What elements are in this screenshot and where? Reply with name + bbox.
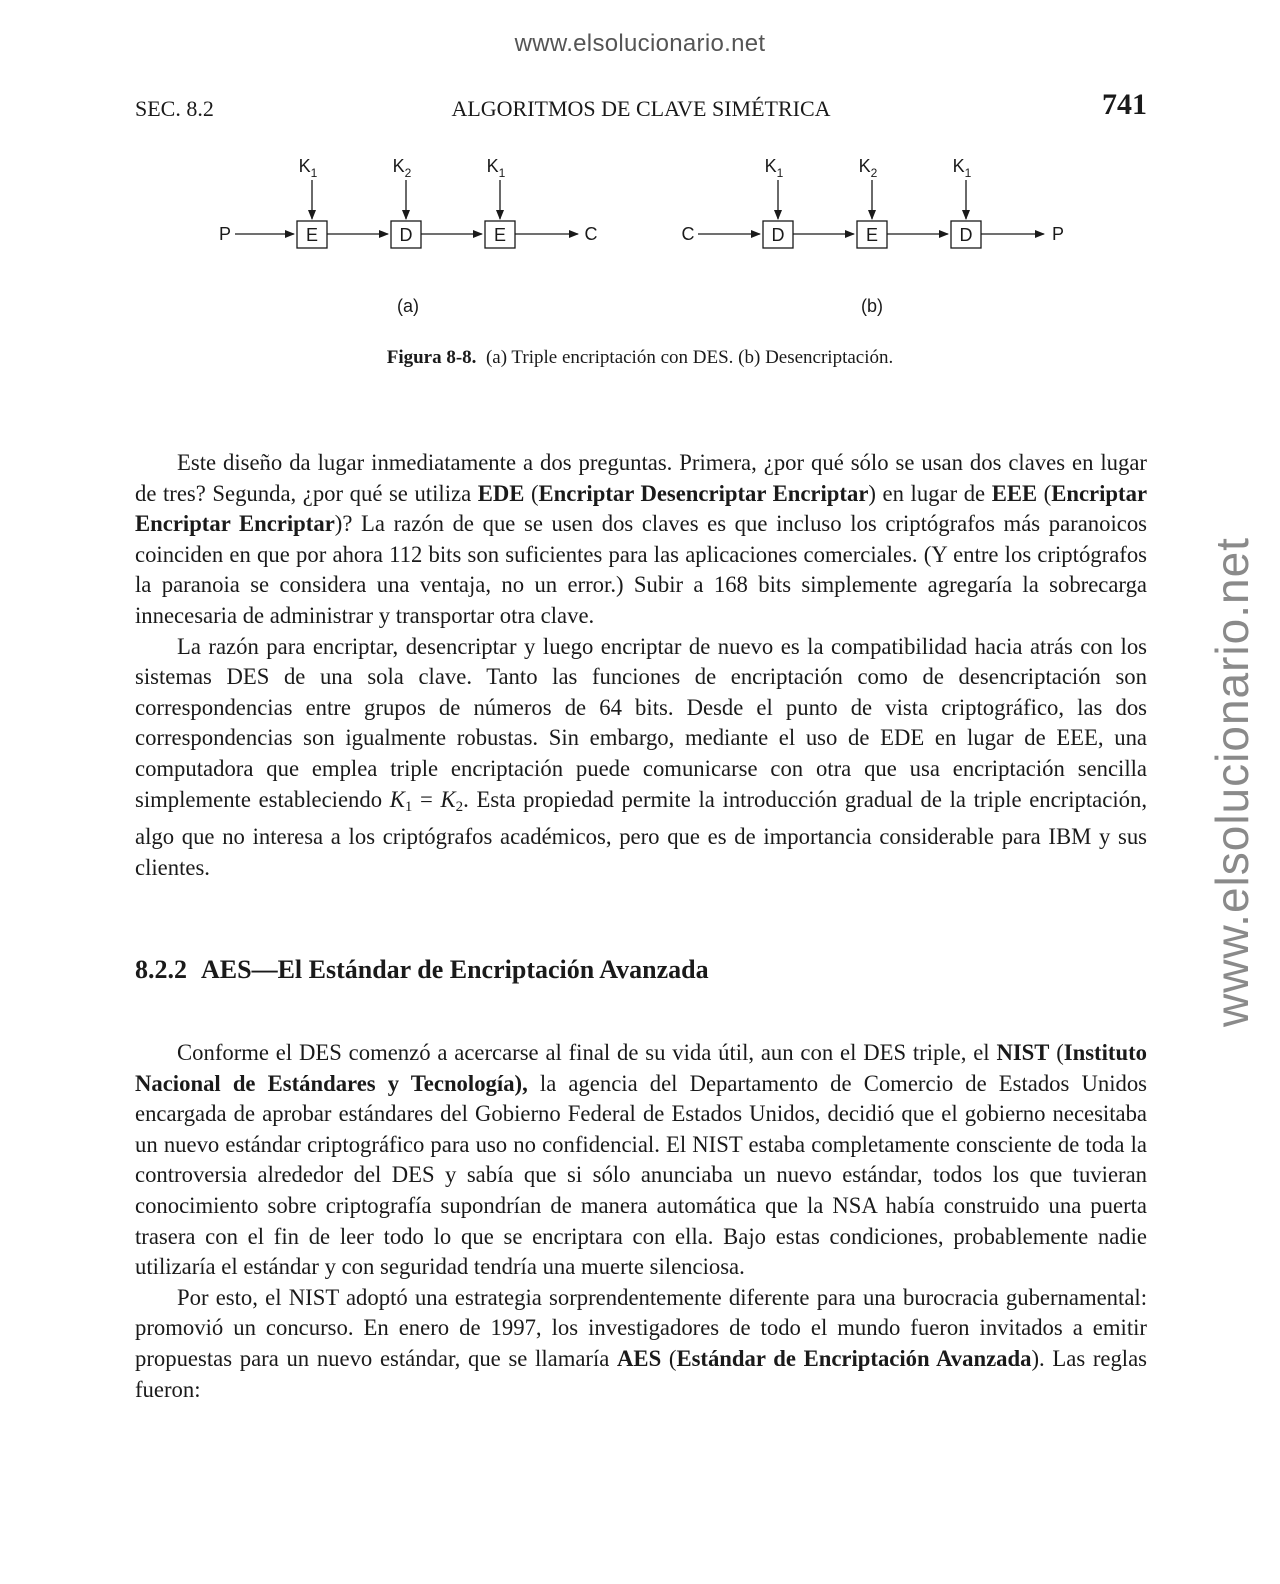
diagram-b-box-1: D (771, 225, 785, 245)
text-run: ( (524, 480, 539, 506)
bold-term: AES (617, 1345, 662, 1371)
bold-term: Estándar de Encriptación Avanzada (676, 1345, 1032, 1371)
section-number: 8.2.2 (135, 955, 187, 984)
math-equals: = (412, 786, 441, 812)
diagram-b-key-3: $K_1$ (952, 156, 972, 180)
math-k1 (389, 786, 413, 815)
section-title: AES—El Estándar de Encriptación Avanzada (201, 955, 709, 984)
text-run: . Esta propiedad permite la introducción gradual de la triple encriptación, algo que no interesa a los criptógrafos académicos, pero que es de importancia considerable para IBM y sus clientes. (135, 786, 1147, 880)
text-run: )? La razón de que se usen dos claves es que incluso los criptógrafos más paranoicos coinciden en que por ahora 112 bits son suficientes para las aplicaciones comerciales. (Y entre los criptógrafos la paranoia se considera una ventaja, no un error.) Subir a 168 bits simplemente agregaría la sobrecarga innecesaria de administrar y transportar otra clave. (135, 511, 1147, 628)
text-run: Conforme el DES comenzó a acercarse al final de su vida útil, aun con el DES triple, el (177, 1040, 997, 1065)
bold-term: NIST (996, 1040, 1050, 1065)
figure-triple-des (0, 150, 1280, 330)
running-head-title: ALGORITMOS DE CLAVE SIMÉTRICA (451, 96, 831, 121)
math-subscript: 1 (404, 798, 413, 815)
diagram-b-output: P (1051, 224, 1065, 244)
figure-diagram (0, 150, 1280, 330)
running-head-section: SEC. 8.2 (135, 96, 214, 121)
running-head (135, 88, 1147, 124)
diagram-b-label: (b) (861, 296, 883, 316)
paragraph-2 (135, 632, 1147, 884)
text-block-2 (135, 1038, 1147, 1405)
diagram-b-box-3: D (959, 225, 973, 245)
text-run: La razón para encriptar, desencriptar y luego encriptar de nuevo es la compatibilidad hacia atrás con los sistemas DES de una sola clave. Tanto las funciones de encriptación como de desencriptación son correspondencias entre grupos de números de 64 bits. Desde el punto de vista criptográfico, las dos correspondencias son igualmente robustas. Sin embargo, mediante el uso de EDE en lugar de EEE, una computadora que emplea triple encriptación puede comunicarse con otra que usa encriptación sencilla simplemente estableciendo (135, 633, 1147, 812)
diagram-a-box-3: E (493, 225, 507, 245)
diagram-a-key-2: $K_2$ (392, 156, 412, 180)
bold-term: Encriptar Encriptar Encriptar (135, 480, 1148, 537)
paragraph-3 (135, 1038, 1147, 1283)
math-var: K (389, 786, 405, 812)
diagram-a-output: C (584, 224, 598, 244)
diagram-a-input: P (218, 224, 232, 244)
bold-term: Encriptar Desencriptar Encriptar (538, 480, 869, 506)
text-block-1 (135, 448, 1147, 883)
text-run: Este diseño da lugar inmediatamente a dos preguntas. Primera, ¿por qué sólo se usan dos claves en lugar de tres? Segunda, ¿por qué se utiliza (135, 450, 1147, 506)
diagram-a (219, 156, 598, 316)
watermark-side: www.elsolucionario.net (1206, 537, 1258, 1027)
diagram-a-box-2: D (399, 225, 413, 245)
paragraph-4 (135, 1283, 1147, 1405)
diagram-a-box-1: E (305, 225, 319, 245)
diagram-b-key-1: $K_1$ (764, 156, 784, 180)
math-var: K (440, 786, 456, 812)
text-run: ( (1049, 1040, 1064, 1065)
caption-label: Figura 8-8. (386, 347, 477, 368)
text-run: ( (661, 1345, 677, 1371)
bold-term: Instituto Nacional de Estándares y Tecnología), (135, 1040, 1147, 1096)
diagram-a-key-1: $K_1$ (298, 156, 318, 180)
text-run: ( (1037, 480, 1052, 506)
diagram-b-key-2: $K_2$ (858, 156, 878, 180)
watermark-top: www.elsolucionario.net (514, 30, 766, 57)
paragraph-1 (135, 448, 1147, 632)
diagram-b-box-2: E (865, 225, 879, 245)
diagram-a-key-3: $K_1$ (486, 156, 506, 180)
text-run: Por esto, el NIST adoptó una estrategia sorprendentemente diferente para una burocracia gubernamental: promovió un concurso. En enero de 1997, los investigadores de todo el mundo fueron invitados a emitir propuestas para un nuevo estándar, que se llamaría (135, 1284, 1147, 1371)
text-run: la agencia del Departamento de Comercio de Estados Unidos encargada de aprobar estándares del Gobierno Federal de Estados Unidos, decidió que el gobierno necesitaba un nuevo estándar criptográfico para uso no confidencial. El NIST estaba completamente consciente de toda la controversia alrededor del DES y sabía que si sólo anunciaba un nuevo estándar, todos los que tuvieran conocimiento sobre criptografía supondrían de manera automática que la NSA había construido una puerta trasera con el fin de leer todo lo que se encriptara con ella. Bajo estas condiciones, probablemente nadie utilizaría el estándar y con seguridad tendría una muerte silenciosa. (135, 1070, 1148, 1280)
bold-term: EEE (991, 480, 1038, 506)
text-run: ) en lugar de (868, 480, 992, 506)
math-k2 (440, 786, 464, 815)
section-heading (135, 955, 723, 985)
diagram-b-input: C (681, 224, 695, 244)
caption-text: (a) Triple encriptación con DES. (b) Desencriptación. (485, 347, 894, 368)
bold-term: EDE (477, 480, 525, 506)
text-run: ). Las reglas fueron: (135, 1345, 1148, 1402)
diagram-a-label: (a) (397, 296, 419, 316)
math-subscript: 2 (455, 798, 464, 815)
page-number: 741 (1102, 88, 1147, 121)
diagram-b (682, 156, 1065, 316)
figure-caption (0, 347, 1280, 369)
